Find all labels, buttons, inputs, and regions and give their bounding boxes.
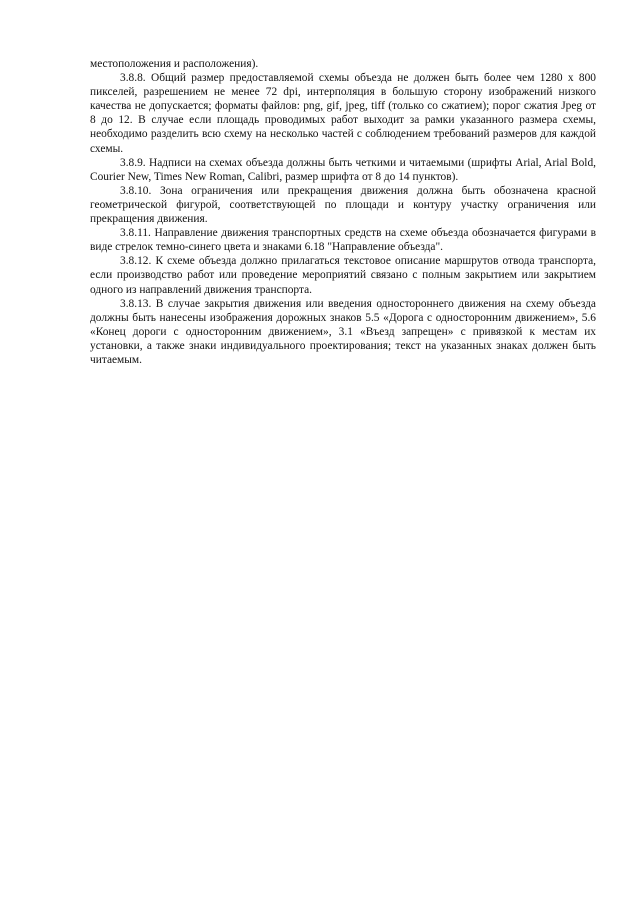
paragraph-3-8-8: 3.8.8. Общий размер предоставляемой схемы объезда не должен быть более чем 1280 х 800 пикселей, разрешением не менее 72 dpi, интерполяция в большую сторону изображений низкого качества не допускается; форматы файлов: png, gif, jpeg, tiff (только со сжатием); порог сжатия Jpeg от 8 до 12. В случае если площадь проводимых работ выходит за рамки указанного размера схемы, необходимо разделить всю схему на несколько частей с соблюдением требований размеров для каждой схемы. bbox=[90, 72, 596, 155]
paragraph-3-8-10: 3.8.10. Зона ограничения или прекращения движения должна быть обозначена красной геометрической фигурой, соответствующей по площади и контуру участку ограничения или прекращения движения. bbox=[90, 184, 596, 226]
paragraph-3-8-13: 3.8.13. В случае закрытия движения или введения одностороннего движения на схему объезда должны быть нанесены изображения дорожных знаков 5.5 «Дорога с односторонним движением», 5.6 «Конец дороги с односторонним движением», 3.1 «Въезд запрещен» с привязкой к местам их установки, а также знаки индивидуального проектирования; текст на указанных знаках должен быть читаемым. bbox=[90, 297, 596, 366]
document-body bbox=[90, 57, 596, 367]
paragraph-3-8-12: 3.8.12. К схеме объезда должно прилагаться текстовое описание маршрутов отвода транспорта, если производство работ или проведение мероприятий связано с полным закрытием или закрытием одного из направлений движения транспорта. bbox=[90, 255, 596, 296]
paragraph-continuation: местоположения и расположения). bbox=[90, 58, 259, 70]
paragraph-3-8-9: 3.8.9. Надписи на схемах объезда должны быть четкими и читаемыми (шрифты Arial, Arial Bold, Courier New, Times New Roman, Calibri, размер шрифта от 8 до 14 пунктов). bbox=[90, 156, 596, 183]
paragraph-3-8-11: 3.8.11. Направление движения транспортных средств на схеме объезда обозначается фигурами в виде стрелок темно-синего цвета и знаками 6.18 "Направление объезда". bbox=[90, 227, 596, 254]
